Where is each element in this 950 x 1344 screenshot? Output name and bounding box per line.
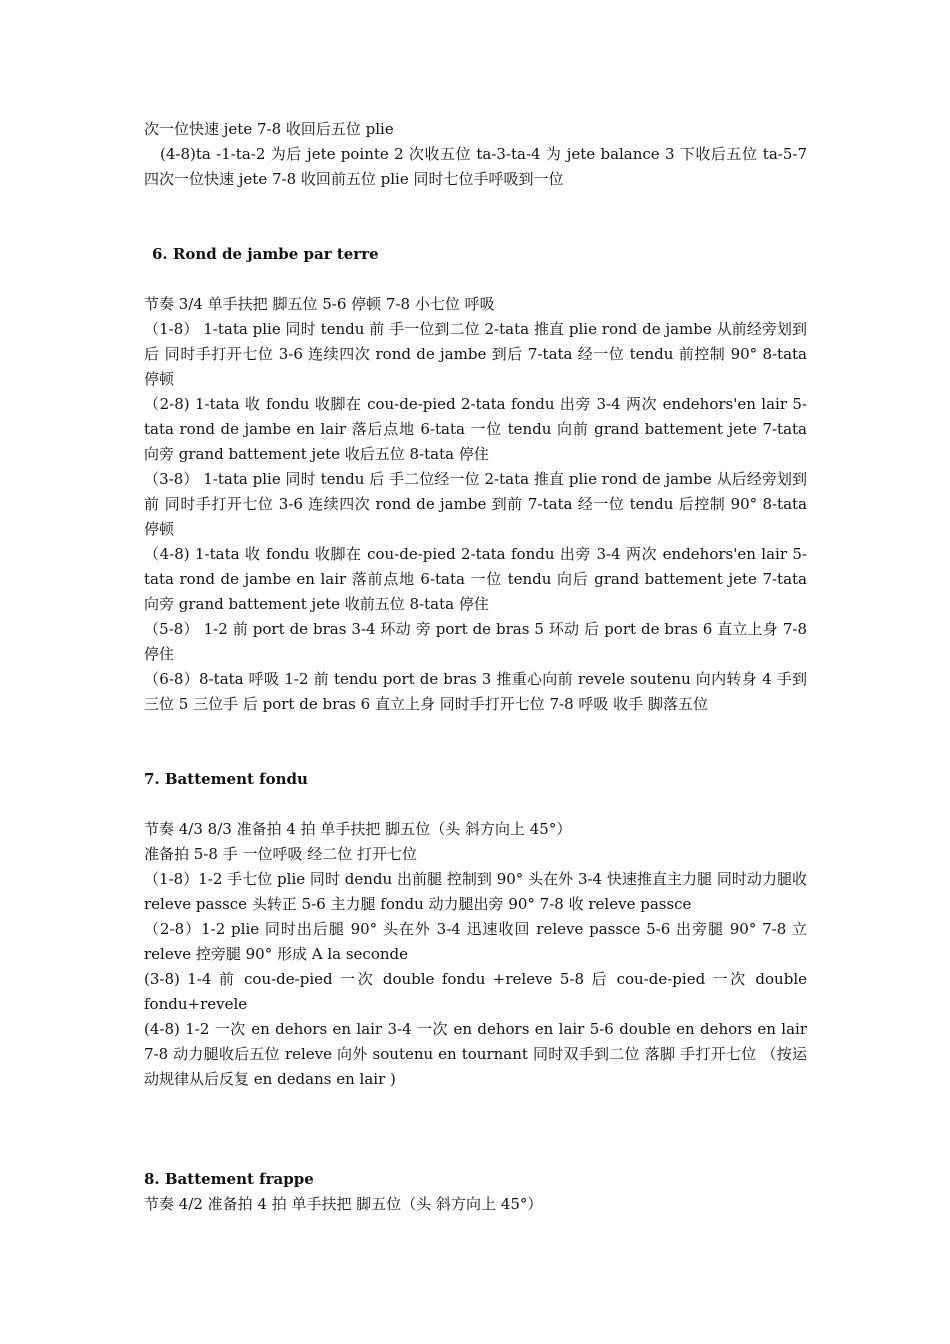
section-7-step-2-8: （2-8）1-2 plie 同时出后腿 90° 头在外 3-4 迅速收回 releve passce 5-6 出旁腿 90° 7-8 立 releve 控旁腿 90° 形成 A la seconde <box>144 920 807 963</box>
section-7-step-3-8: (3-8) 1-4 前 cou-de-pied 一次 double fondu +releve 5-8 后 cou-de-pied 一次 double fondu+revele <box>144 970 807 1013</box>
intro-paragraph-4-8: (4-8)ta -1-ta-2 为后 jete pointe 2 次收五位 ta-3-ta-4 为 jete balance 3 下收后五位 ta-5-7 四次一位快速 jete 7-8 收回前五位 plie 同时七位手呼吸到一位 <box>144 145 807 188</box>
section-6-step-1-8: （1-8） 1-tata plie 同时 tendu 前 手一位到二位 2-tata 推直 plie rond de jambe 从前经旁划到后 同时手打开七位 3-6 连续四次 rond de jambe 到后 7-tata 经一位 tendu 前控制 90° 8-tata 停顿 <box>144 320 807 388</box>
section-6-step-4-8: （4-8) 1-tata 收 fondu 收脚在 cou-de-pied 2-tata fondu 出旁 3-4 两次 endehors'en lair 5-tata rond de jambe en lair 落前点地 6-tata 一位 tendu 向后 grand battement jete 7-tata 向旁 grand battement jete 收前五位 8-tata 停住 <box>144 545 807 613</box>
section-6-step-2-8: （2-8) 1-tata 收 fondu 收脚在 cou-de-pied 2-tata fondu 出旁 3-4 两次 endehors'en lair 5-tata rond de jambe en lair 落后点地 6-tata 一位 tendu 向前 grand battement jete 7-tata 向旁 grand battement jete 收后五位 8-tata 停住 <box>144 395 807 463</box>
spacer <box>144 792 807 817</box>
section-6-step-5-8: （5-8） 1-2 前 port de bras 3-4 环动 旁 port de bras 5 环动 后 port de bras 6 直立上身 7-8 停住 <box>144 620 807 663</box>
section-6-heading: 6. Rond de jambe par terre <box>152 245 379 263</box>
intro-line-1: 次一位快速 jete 7-8 收回后五位 plie <box>144 120 394 138</box>
spacer <box>144 717 807 767</box>
section-6-rhythm: 节奏 3/4 单手扶把 脚五位 5-6 停顿 7-8 小七位 呼吸 <box>144 295 495 313</box>
spacer <box>144 1142 807 1167</box>
spacer <box>144 1092 807 1142</box>
section-8-heading: 8. Battement frappe <box>144 1170 314 1188</box>
spacer <box>144 192 807 242</box>
section-7-step-1-8: （1-8）1-2 手七位 plie 同时 dendu 出前腿 控制到 90° 头在外 3-4 快速推直主力腿 同时动力腿收 releve passce 头转正 5-6 主力腿 fondu 动力腿出旁 90° 7-8 收 releve passce <box>144 870 807 913</box>
section-7-rhythm: 节奏 4/3 8/3 准备拍 4 拍 单手扶把 脚五位（头 斜方向上 45°） <box>144 820 572 838</box>
section-6-step-6-8: （6-8）8-tata 呼吸 1-2 前 tendu port de bras 3 推重心向前 revele soutenu 向内转身 4 手到三位 5 三位手 后 port de bras 6 直立上身 同时手打开七位 7-8 呼吸 收手 脚落五位 <box>144 670 807 713</box>
spacer <box>144 267 807 292</box>
section-6-step-3-8: （3-8） 1-tata plie 同时 tendu 后 手二位经一位 2-tata 推直 plie rond de jambe 从后经旁划到前 同时手打开七位 3-6 连续四次 rond de jambe 到前 7-tata 经一位 tendu 后控制 90° 8-tata 停顿 <box>144 470 807 538</box>
section-8-rhythm: 节奏 4/2 准备拍 4 拍 单手扶把 脚五位（头 斜方向上 45°） <box>144 1195 543 1213</box>
section-7-prep: 准备拍 5-8 手 一位呼吸 经二位 打开七位 <box>144 845 417 863</box>
section-7-heading: 7. Battement fondu <box>144 770 308 788</box>
document-page <box>144 117 807 1217</box>
section-7-step-4-8: (4-8) 1-2 一次 en dehors en lair 3-4 一次 en dehors en lair 5-6 double en dehors en lair 7-8 动力腿收后五位 releve 向外 soutenu en tournant 同时双手到二位 落脚 手打开七位 （按运动规律从后反复 en dedans en lair ) <box>144 1020 807 1088</box>
